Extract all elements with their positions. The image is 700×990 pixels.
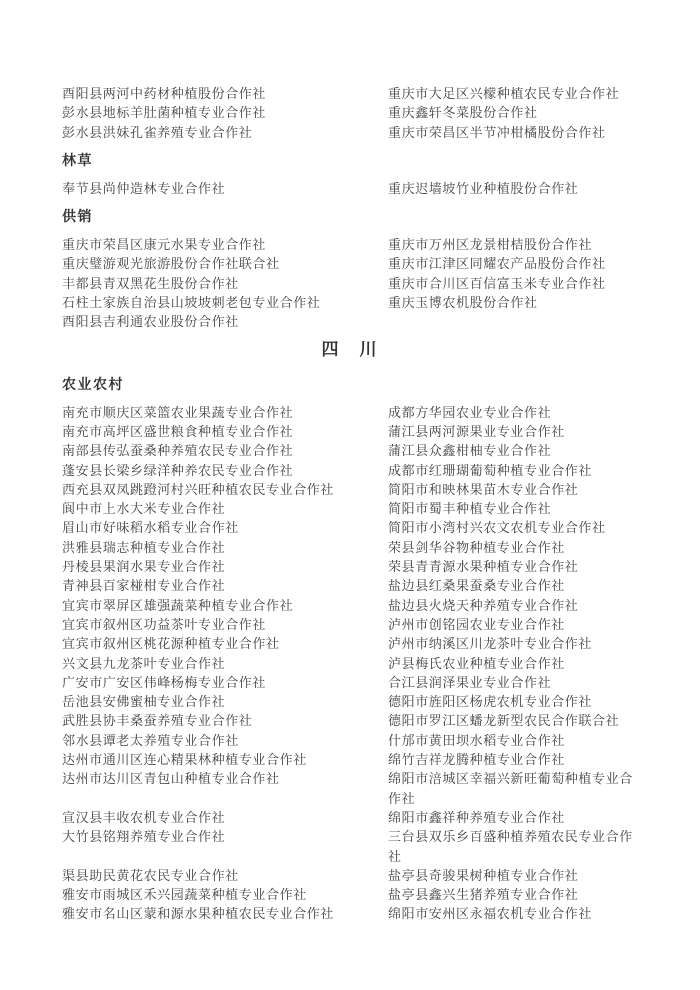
cooperative-name-left: 眉山市好味稻水稻专业合作社 [62, 520, 239, 536]
cooperative-name-left: 蓬安县长梁乡绿洋种养农民专业合作社 [62, 462, 294, 478]
cooperative-list-gongxiao [62, 235, 638, 331]
table-row [62, 84, 638, 103]
table-row [62, 711, 638, 730]
cooperative-list-nongyenongcun [62, 403, 638, 924]
cooperative-name-right: 重庆迟墙坡竹业种植股份合作社 [388, 180, 579, 196]
table-row [62, 557, 638, 576]
cooperative-name-left: 酉阳县两河中药材种植股份合作社 [62, 86, 267, 101]
province-header: 四 川 [321, 339, 379, 359]
cooperative-name-left: 宜宾市翠屏区雄强蔬菜种植专业合作社 [62, 597, 294, 613]
cooperative-name-left: 石柱土家族自治县山坡坡刺老包专业合作社 [62, 295, 321, 311]
cooperative-name-left: 南部县传弘蚕桑种养殖农民专业合作社 [62, 443, 294, 459]
cooperative-name-left: 南充市顺庆区菜篮农业果蔬专业合作社 [62, 404, 294, 420]
cooperative-name-left: 邻水县谭老太养殖专业合作社 [62, 732, 239, 748]
cooperative-name-left: 丰都县青双黑花生股份合作社 [62, 275, 239, 291]
cooperative-name-right: 德阳市旌阳区杨虎农机专业合作社 [388, 694, 593, 710]
table-row [62, 866, 638, 885]
table-row [62, 731, 638, 750]
table-row [62, 827, 638, 866]
table-row [62, 615, 638, 634]
table-row [62, 576, 638, 595]
cooperative-list-continued [62, 84, 638, 142]
table-row [62, 422, 638, 441]
table-row [62, 634, 638, 653]
cooperative-name-right: 盐边县红桑果蚕桑专业合作社 [388, 578, 565, 594]
table-row [62, 480, 638, 499]
cooperative-name-right: 荣县剑华谷物种植专业合作社 [388, 539, 565, 555]
table-row [62, 461, 638, 480]
cooperative-name-left: 宣汉县丰收农机专业合作社 [62, 809, 226, 825]
cooperative-name-right: 重庆市荣昌区半节冲柑橘股份合作社 [388, 124, 606, 140]
cooperative-name-right: 简阳市小湾村兴农文农机专业合作社 [388, 520, 606, 536]
cooperative-name-right: 绵阳市涪城区幸福兴新旺葡萄种植专业合作社 [388, 771, 633, 806]
table-row [62, 750, 638, 769]
section-header: 供销 [62, 210, 93, 226]
cooperative-name-right: 泸州市纳溪区川龙茶叶专业合作社 [388, 636, 593, 652]
table-row [62, 499, 638, 518]
table-row [62, 254, 638, 273]
cooperative-name-right: 盐亭县奇骏果树种植专业合作社 [388, 867, 579, 883]
table-row [62, 179, 638, 198]
table-row [62, 235, 638, 254]
cooperative-name-right: 盐边县火烧天种养殖专业合作社 [388, 597, 579, 613]
table-row [62, 808, 638, 827]
cooperative-name-left: 南充市高坪区盛世粮食种植专业合作社 [62, 423, 294, 439]
table-row [62, 518, 638, 537]
cooperative-name-left: 兴文县九龙茶叶专业合作社 [62, 655, 226, 671]
table-row [62, 538, 638, 557]
table-row [62, 769, 638, 808]
cooperative-name-left: 岳池县安佛蜜柚专业合作社 [62, 694, 226, 710]
cooperative-name-left: 丹棱县果润水果专业合作社 [62, 559, 226, 575]
cooperative-name-right: 成都市红珊瑚葡萄种植专业合作社 [388, 462, 593, 478]
cooperative-name-left: 宜宾市叙州区功益茶叶专业合作社 [62, 616, 267, 632]
cooperative-name-right: 绵阳市鑫祥种养殖专业合作社 [388, 809, 565, 825]
table-row [62, 312, 638, 331]
cooperative-name-left: 达州市通川区连心精果林种植专业合作社 [62, 752, 307, 768]
section-header: 农业农村 [62, 377, 124, 393]
cooperative-name-right: 重庆市万州区龙景柑桔股份合作社 [388, 237, 593, 253]
cooperative-name-right: 重庆市江津区同耀农产品股份合作社 [388, 256, 606, 272]
cooperative-name-right: 蒲江县两河源果业专业合作社 [388, 423, 565, 439]
table-row [62, 441, 638, 460]
cooperative-name-right: 简阳市和映林果苗木专业合作社 [388, 481, 579, 497]
cooperative-name-left: 武胜县协丰桑蚕养殖专业合作社 [62, 713, 253, 729]
cooperative-name-right: 绵阳市安州区永福农机专业合作社 [388, 906, 593, 922]
cooperative-name-left: 重庆市荣昌区康元水果专业合作社 [62, 237, 267, 253]
cooperative-name-left: 大竹县铭翔养殖专业合作社 [62, 829, 226, 845]
cooperative-name-right: 德阳市罗江区蟠龙新型农民合作联合社 [388, 713, 620, 729]
cooperative-name-right: 重庆鑫轩冬菜股份合作社 [388, 105, 538, 121]
cooperative-name-left: 青神县百家椪柑专业合作社 [62, 578, 226, 594]
cooperative-name-left: 阆中市上水大米专业合作社 [62, 501, 226, 517]
table-row [62, 692, 638, 711]
table-row [62, 274, 638, 293]
cooperative-name-right: 泸县梅氏农业种植专业合作社 [388, 655, 565, 671]
table-row [62, 103, 638, 122]
cooperative-name-right: 荣县青青源水果种植专业合作社 [388, 559, 579, 575]
cooperative-name-left: 广安市广安区伟峰杨梅专业合作社 [62, 674, 267, 690]
cooperative-name-right: 绵竹吉祥龙腾种植专业合作社 [388, 752, 565, 768]
cooperative-name-right: 重庆玉博农机股份合作社 [388, 295, 538, 311]
cooperative-name-left: 雅安市雨城区禾兴园蔬菜种植专业合作社 [62, 887, 307, 903]
cooperative-name-left: 洪雅县瑞志种植专业合作社 [62, 539, 226, 555]
cooperative-name-right: 什邡市黄田坝水稻专业合作社 [388, 732, 565, 748]
cooperative-name-right: 三台县双乐乡百盛种植养殖农民专业合作社 [388, 829, 633, 864]
cooperative-name-left: 西充县双凤跳蹬河村兴旺种植农民专业合作社 [62, 481, 335, 497]
cooperative-name-right: 简阳市蜀丰种植专业合作社 [388, 501, 552, 517]
cooperative-name-right [388, 312, 638, 331]
cooperative-name-right: 泸州市创铭园农业专业合作社 [388, 616, 565, 632]
cooperative-name-right: 蒲江县众鑫柑柚专业合作社 [388, 443, 552, 459]
cooperative-name-left: 渠县助民黄花农民专业合作社 [62, 867, 239, 883]
cooperative-name-left: 彭水县洪妹孔雀养殖专业合作社 [62, 124, 253, 140]
cooperative-name-left: 重庆璧游观光旅游股份合作社联合社 [62, 256, 280, 272]
table-row [62, 904, 638, 923]
cooperative-name-left: 雅安市名山区蒙和源水果种植农民专业合作社 [62, 906, 335, 922]
cooperative-name-right: 合江县润泽果业专业合作社 [388, 674, 552, 690]
table-row [62, 673, 638, 692]
table-row [62, 403, 638, 422]
cooperative-name-left: 酉阳县吉利通农业股份合作社 [62, 314, 239, 330]
cooperative-name-left: 宜宾市叙州区桃花源种植专业合作社 [62, 636, 280, 652]
cooperative-name-left: 彭水县地标羊肚菌种植专业合作社 [62, 105, 267, 121]
section-header: 林草 [62, 153, 93, 169]
cooperative-name-right: 成都方华园农业专业合作社 [388, 404, 552, 420]
table-row [62, 596, 638, 615]
table-row [62, 293, 638, 312]
table-row [62, 654, 638, 673]
table-row [62, 885, 638, 904]
cooperative-name-right: 重庆市合川区百信富玉米专业合作社 [388, 275, 606, 291]
cooperative-name-right: 盐亭县鑫兴生猪养殖专业合作社 [388, 887, 579, 903]
cooperative-name-left: 奉节县尚仲造林专业合作社 [62, 180, 226, 196]
cooperative-name-left: 达州市达川区青包山种植专业合作社 [62, 771, 280, 787]
cooperative-name-right: 重庆市大足区兴檬种植农民专业合作社 [388, 86, 620, 101]
cooperative-list-linchao [62, 179, 638, 198]
table-row [62, 123, 638, 142]
